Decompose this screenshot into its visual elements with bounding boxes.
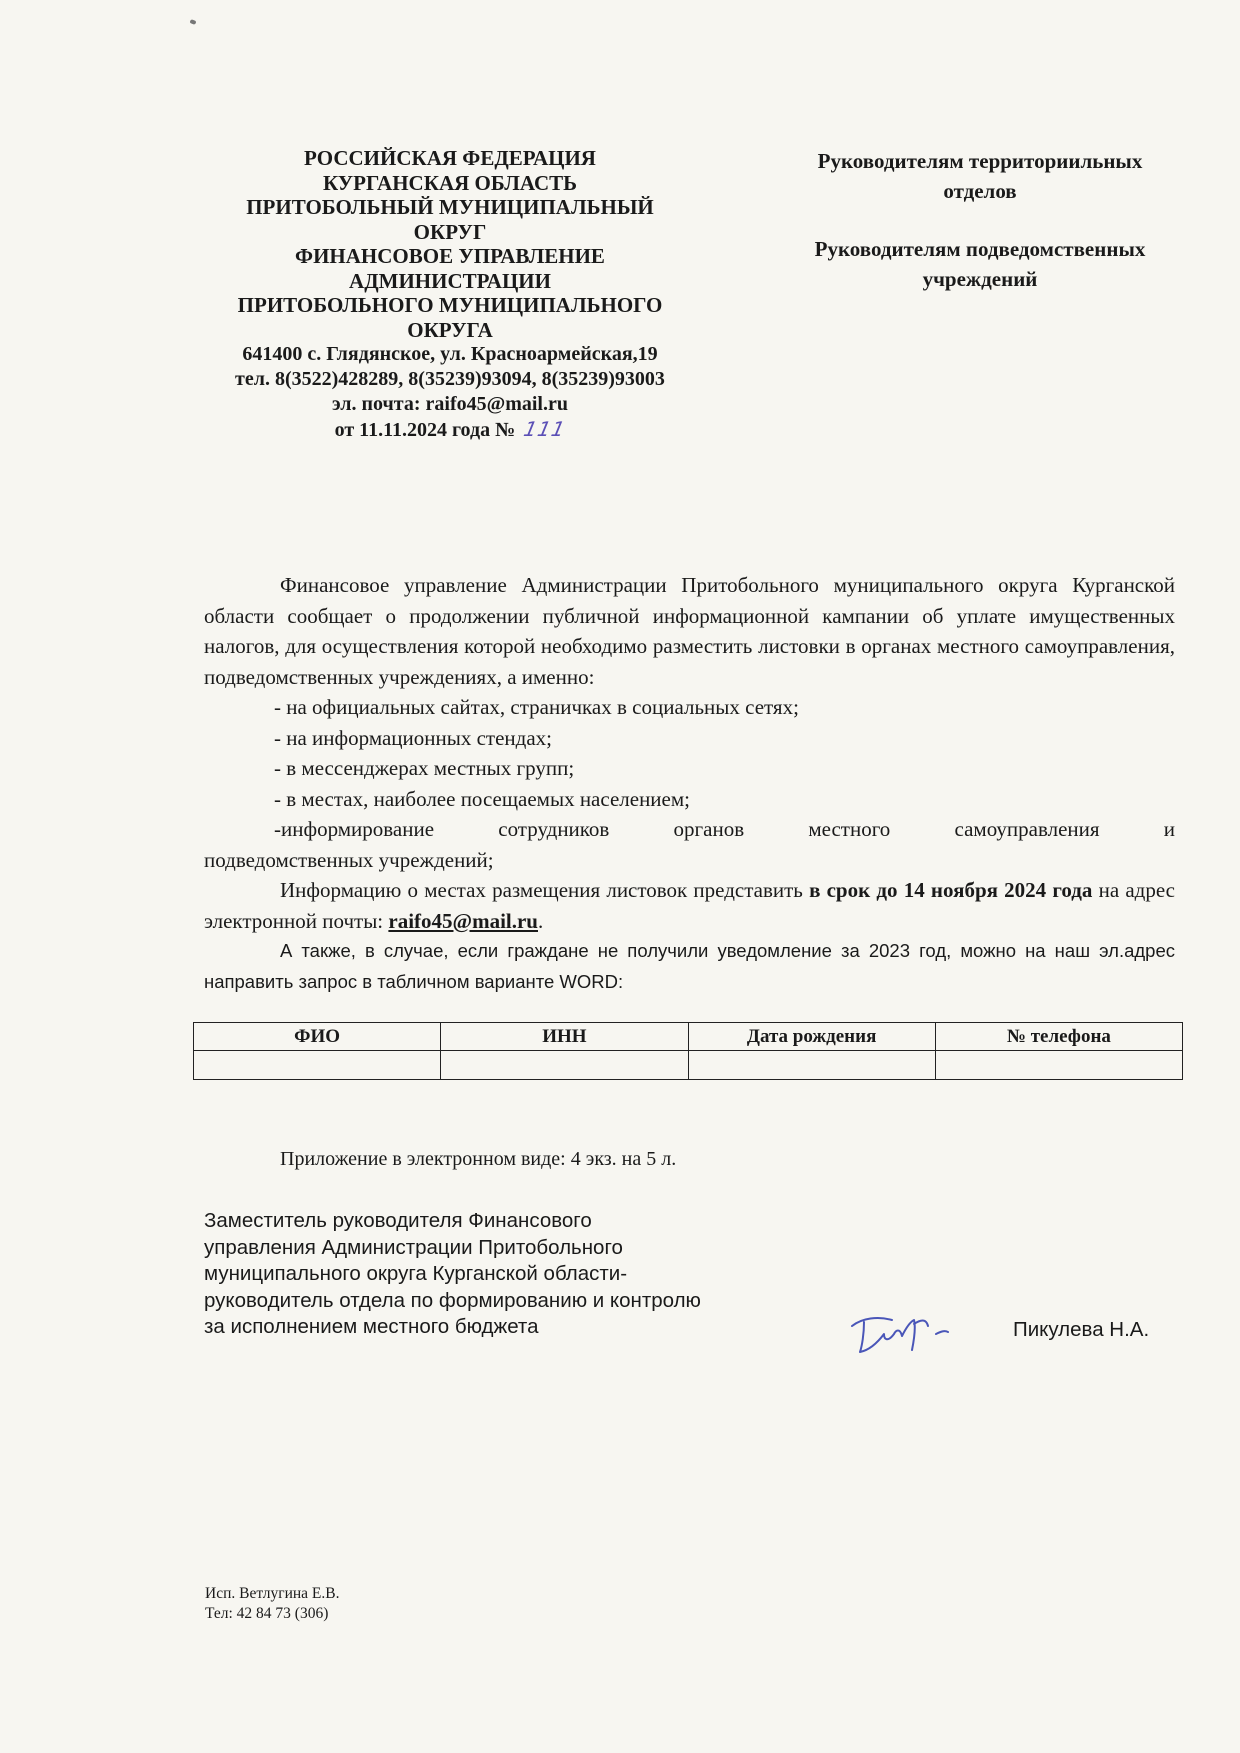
deadline-date: в срок до 14 ноября 2024 года [809,878,1093,902]
deadline-text: на адрес электронной почты: [204,878,1176,933]
deadline-paragraph [204,875,1175,936]
letterhead-line: ОКРУГ [413,219,487,244]
deadline-text: Информацию о местах размещения листовок представить [280,878,810,902]
addressee-line: Руководителям территориильных [817,149,1143,173]
addressee-line: учреждений [922,267,1038,291]
table-header-phone: № телефона [935,1023,1182,1051]
handwritten-document-number: 111 [521,417,569,441]
letterhead-line: ПРИТОБОЛЬНЫЙ МУНИЦИПАЛЬНЫЙ [246,195,654,219]
signer-position [204,1208,804,1341]
signer-name: Пикулева Н.А. [1013,1318,1150,1341]
list-item: - в местах, наиболее посещаемых населением; [274,786,690,811]
attachment-note: Приложение в электронном виде: 4 экз. на 5 л. [280,1148,677,1170]
document-date: от 11.11.2024 года № [334,419,516,441]
table-cell [441,1051,688,1080]
table-cell [688,1051,935,1080]
scan-artifact [189,19,196,25]
addressee-subordinate [780,234,1180,294]
intro-paragraph: Финансовое управление Администрации Притобольного муниципального округа Курганской области сообщает о продолжении публичной информационной кампании об уплате имущественных налогов, для осуществления которой необходимо разместить листовки в органах местного самоуправления, подведомственных учреждениях, а именно: [204,573,1175,689]
table-row [194,1051,1183,1080]
addressee-block [780,146,1180,294]
executor-info [205,1584,339,1624]
list-item: - в мессенджерах местных групп; [274,756,575,780]
list-item: - на официальных сайтах, страничках в социальных сетях; [274,695,799,719]
signer-position-line: муниципального округа Курганской области- [204,1262,628,1285]
addressee-territorial [780,146,1180,206]
addressee-line: отделов [943,179,1017,203]
letterhead-line: ОКРУГА [407,317,493,342]
request-paragraph: А также, в случае, если граждане не получили уведомление за 2023 год, можно на наш эл.адрес направить запрос в табличном варианте WORD: [204,940,1175,992]
letterhead-line: АДМИНИСТРАЦИИ [349,268,551,293]
letterhead-phones: тел. 8(3522)428289, 8(35239)93094, 8(35239)93003 [235,368,665,390]
letter-body [204,570,1175,997]
request-table [193,1022,1183,1080]
executor-phone: Тел: 42 84 73 (306) [205,1605,329,1622]
letterhead-line: ПРИТОБОЛЬНОГО МУНИЦИПАЛЬНОГО [237,293,663,317]
signer-position-line: за исполнением местного бюджета [204,1315,539,1338]
table-header-row [194,1023,1183,1051]
list-item: - на информационных стендах; [274,725,552,750]
email-link[interactable]: raifo45@mail.ru [388,908,538,933]
letterhead-line: РОССИЙСКАЯ ФЕДЕРАЦИЯ [304,146,596,170]
table-cell [935,1051,1182,1080]
handwritten-signature [848,1302,958,1356]
letterhead-address: 641400 с. Глядянское, ул. Красноармейская,19 [242,343,658,365]
letterhead-line: КУРГАНСКАЯ ОБЛАСТЬ [322,170,578,195]
document-date-number [180,417,720,443]
table-header-fio: ФИО [194,1023,441,1051]
executor-name: Исп. Ветлугина Е.В. [205,1585,340,1602]
table-header-inn: ИНН [441,1023,688,1051]
signer-position-line: руководитель отдела по формированию и контролю [204,1288,701,1312]
letterhead [180,146,720,443]
deadline-end: . [538,908,544,933]
letterhead-line: ФИНАНСОВОЕ УПРАВЛЕНИЕ [295,244,605,268]
letterhead-email: эл. почта: raifo45@mail.ru [332,393,568,415]
signer-position-line: Заместитель руководителя Финансового [204,1209,592,1232]
list-item: -информирование сотрудников органов местного самоуправления и [274,817,1175,841]
list-item-continuation: подведомственных учреждений; [204,847,494,872]
addressee-line: Руководителям подведомственных [814,237,1146,261]
signer-position-line: управления Администрации Притобольного [204,1235,623,1259]
table-header-birthdate: Дата рождения [688,1023,935,1051]
table-cell [194,1051,441,1080]
